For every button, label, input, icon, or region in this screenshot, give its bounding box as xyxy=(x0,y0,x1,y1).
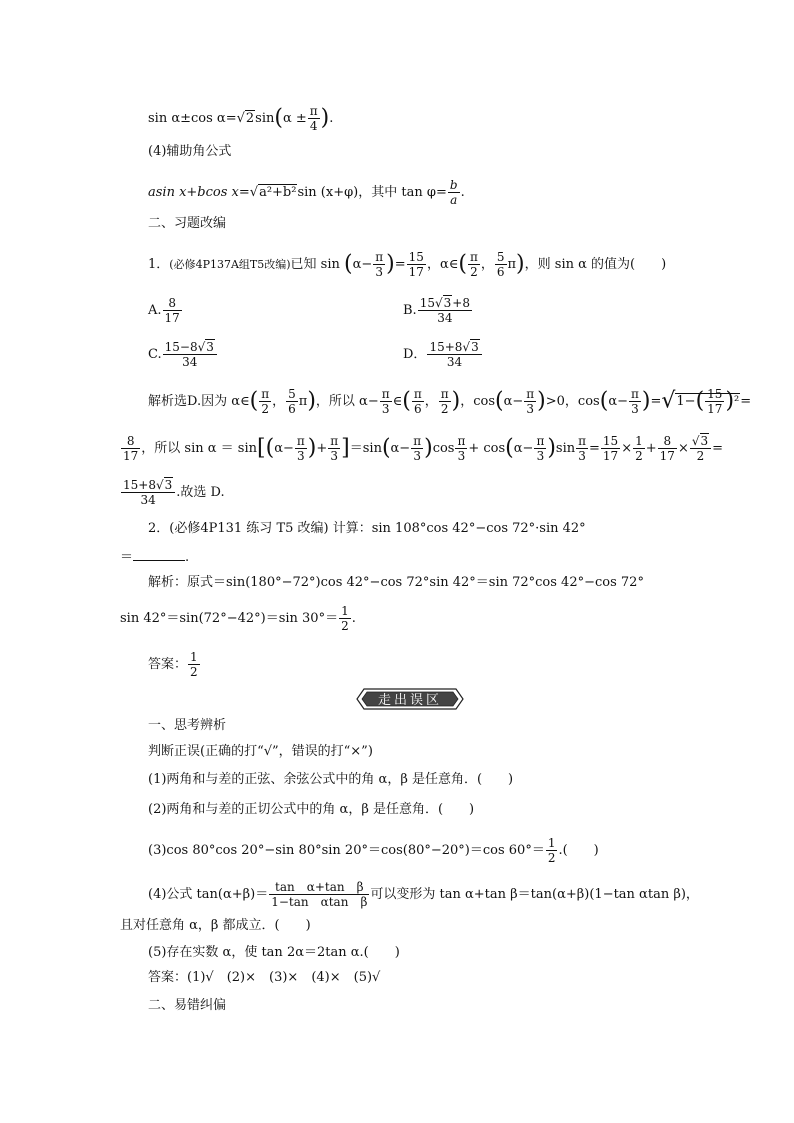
fraction: $\frac{15}{17}$ xyxy=(707,387,723,416)
option-c xyxy=(148,340,218,369)
problem-text: ，则 sin α 的值为( ) xyxy=(524,257,667,272)
fraction: $\frac{\pi}{4}$ xyxy=(309,104,318,133)
formula-text: . xyxy=(460,185,465,200)
paren: ( xyxy=(344,251,353,277)
sqrt-value: 2 xyxy=(245,111,255,126)
fraction: $\frac{15+8√3}{34}$ xyxy=(427,340,481,369)
solution-text: ＝sin xyxy=(349,441,382,456)
problem-2-blank-line xyxy=(120,548,189,566)
problem-text: ＝ xyxy=(120,550,134,565)
solution-line-3 xyxy=(120,478,225,507)
question-3 xyxy=(148,836,599,865)
paren: ( xyxy=(458,251,467,277)
solution-text: = xyxy=(589,441,600,456)
problem-text: 已知 sin xyxy=(290,257,345,272)
formula-aux xyxy=(148,178,465,207)
solution-text: >0，cos xyxy=(545,394,600,409)
fraction: $\frac{\pi}{3}$ xyxy=(381,387,390,416)
solution-text: cos xyxy=(432,441,455,456)
solution-text: ，所以 α− xyxy=(315,394,379,409)
fraction: $\frac{5}{6}$ xyxy=(288,387,296,416)
solution-text: .故选 D. xyxy=(176,485,225,500)
fraction: $\frac{\pi}{3}$ xyxy=(330,434,339,463)
option-label: A. xyxy=(148,303,162,318)
option-label: C. xyxy=(148,347,162,362)
formula-text: sin xyxy=(255,111,275,126)
fraction: $\frac{5}{6}$ xyxy=(496,250,505,279)
problem-2: 2．(必修4P131 练习 T5 改编) 计算：sin 108°cos 42°−cos 72°·sin 42° xyxy=(148,521,586,536)
solution-text: . xyxy=(351,611,356,626)
question-2: (2)两角和与差的正切公式中的角 α，β 是任意角．( ) xyxy=(148,802,475,817)
question-text: .( ) xyxy=(558,843,599,858)
fraction: $\frac{\pi}{3}$ xyxy=(457,434,466,463)
fraction: $\frac{\pi}{3}$ xyxy=(413,434,422,463)
fraction: $\frac{\pi}{3}$ xyxy=(296,434,305,463)
fraction: $\frac{8}{17}$ xyxy=(164,296,180,325)
fraction: $\frac{15√3+8}{34}$ xyxy=(419,296,470,325)
solution-text: ，所以 sin α ＝ sin xyxy=(141,441,257,456)
option-d xyxy=(403,340,483,369)
paren: ) xyxy=(320,105,330,131)
problem-1: 1．(必修4P137A组T5改编)已知 sin (α− $\frac{\pi}{3}$ )= $\frac{15}{17}$ ，α∈( $\frac{\pi}{2}$ ， $\frac{5}{6}$ π)，则 sin α 的值为( ) xyxy=(148,250,667,279)
solution-text: = xyxy=(740,394,752,409)
formula-sum-diff xyxy=(148,104,333,133)
fraction: $\frac{\pi}{3}$ xyxy=(375,250,384,279)
question-text: 可以变形为 tan α+tan β＝tan(α+β)(1−tan αtan β)， xyxy=(370,887,699,902)
fraction: $\frac{8}{17}$ xyxy=(659,434,675,463)
fraction: $\frac{15-8√3}{34}$ xyxy=(163,340,217,369)
answers: 答案：(1)√ (2)× (3)× (4)× (5)√ xyxy=(148,970,381,985)
fraction: $\frac{1}{2}$ xyxy=(190,650,198,679)
fraction: $\frac{\pi}{2}$ xyxy=(469,250,478,279)
formula-text: α ± xyxy=(282,111,307,126)
solution-line-2: $\frac{8}{17}$ ，所以 sin α ＝ sin[(α− $\frac{\pi}{3}$ )+ $\frac{\pi}{3}$ ]＝sin(α− $\frac{\pi}{3}$ )cos $\frac{\pi}{3}$ + cos(α− $\frac{\pi}{3}$ )sin $\frac{\pi}{3}$ = $\frac{15}{17}$ × $\frac{1}{2}$ + $\frac{8}{17}$ × $\frac{√3}{2}$ = xyxy=(123,434,724,463)
problem-source: (必修4P137A组T5改编) xyxy=(169,258,291,271)
solution-text: sin 42°＝sin(72°−42°)＝sin 30°＝ xyxy=(120,611,339,626)
option-label: B. xyxy=(403,303,417,318)
problem-2-answer xyxy=(148,650,201,679)
formula-text: . xyxy=(329,111,334,126)
solution-line-1: 解析选D.因为 α∈( $\frac{\pi}{2}$ ， $\frac{5}{6}$ π)，所以 α− $\frac{\pi}{3}$ ∈( $\frac{\pi}{6}$ ， $\frac{\pi}{2}$ )，cos(α− $\frac{\pi}{3}$ )>0，cos(α− $\frac{\pi}{3}$ )=√1−( $\frac{15}{17}$ )²= xyxy=(148,387,752,416)
question-text: (4)公式 tan(α+β)＝ xyxy=(148,887,269,902)
paren: ( xyxy=(274,105,283,131)
option-b xyxy=(403,296,473,325)
solution-text: = xyxy=(650,394,662,409)
section-title: 二、习题改编 xyxy=(148,216,227,231)
fraction: $\frac{15}{17}$ xyxy=(408,250,424,279)
problem-number: 1． xyxy=(148,257,170,272)
fraction: $\frac{8}{17}$ xyxy=(123,434,139,463)
section-b-title: 二、易错纠偏 xyxy=(148,998,227,1013)
problem-text: α− xyxy=(352,257,373,272)
formula-text: sin (x+φ)，其中 tan φ= xyxy=(297,185,447,200)
fraction: $\frac{√3}{2}$ xyxy=(690,434,711,463)
problem-text: . xyxy=(185,550,190,565)
solution-text: ，cos xyxy=(460,394,496,409)
fraction: $\frac{\pi}{3}$ xyxy=(536,434,545,463)
option-a xyxy=(148,296,183,325)
fraction: $\frac{\pi}{6}$ xyxy=(413,387,422,416)
fraction: $\frac{1}{2}$ xyxy=(341,604,349,633)
answer-label: 答案： xyxy=(148,657,188,672)
solution-text: 解析选D.因为 α∈ xyxy=(148,394,250,409)
section-banner xyxy=(356,688,464,710)
fraction: $\frac{\pi}{3}$ xyxy=(630,387,639,416)
problem-2-solution-2 xyxy=(120,604,356,633)
sqrt-sign: √ xyxy=(236,111,245,126)
sqrt-value: a²+b² xyxy=(259,185,297,200)
question-4 xyxy=(148,880,699,909)
fraction: $\frac{b}{a}$ xyxy=(449,178,458,207)
solution-text: ∈ xyxy=(392,394,403,409)
banner-frame xyxy=(356,688,464,710)
solution-text: + cos xyxy=(468,441,506,456)
fraction: $\frac{\text{tan α+tan β}}{\text{1−tan αtan β}}$ xyxy=(271,880,368,909)
fraction: $\frac{1}{2}$ xyxy=(547,836,556,865)
problem-text: π xyxy=(507,257,517,272)
question-5: (5)存在实数 α，使 tan 2α＝2tan α.( ) xyxy=(148,945,400,960)
instruction: 判断正误(正确的打“√”，错误的打“×”) xyxy=(148,744,373,759)
formula-text: asin x+bcos x= xyxy=(148,185,250,200)
paren: ) xyxy=(516,251,525,277)
fraction: $\frac{15}{17}$ xyxy=(602,434,619,463)
fraction: $\frac{15+8√3}{34}$ xyxy=(121,478,175,507)
aux-title: (4)辅助角公式 xyxy=(148,144,232,159)
question-text: (3)cos 80°cos 20°−sin 80°sin 20°＝cos(80°−20°)＝cos 60°＝ xyxy=(148,843,545,858)
sqrt-sign: √ xyxy=(249,185,259,200)
problem-2-solution-1: 解析：原式＝sin(180°−72°)cos 42°−cos 72°sin 42°＝sin 72°cos 42°−cos 72° xyxy=(148,575,644,590)
solution-text: sin xyxy=(555,441,576,456)
fraction: $\frac{\pi}{2}$ xyxy=(440,387,449,416)
answer-blank xyxy=(133,548,185,561)
fraction: $\frac{\pi}{3}$ xyxy=(526,387,535,416)
formula-text: sin α±cos α= xyxy=(148,111,237,126)
banner-text: 走出误区 xyxy=(377,693,443,708)
option-label: D． xyxy=(403,347,427,362)
problem-text: = xyxy=(394,257,406,272)
fraction: $\frac{\pi}{2}$ xyxy=(261,387,270,416)
section-a-title: 一、思考辨析 xyxy=(148,718,227,733)
question-1: (1)两角和与差的正弦、余弦公式中的角 α，β 是任意角．( ) xyxy=(148,772,514,787)
fraction: $\frac{\pi}{3}$ xyxy=(578,434,587,463)
fraction: $\frac{1}{2}$ xyxy=(635,434,643,463)
problem-text: ，α∈ xyxy=(426,257,459,272)
paren: ) xyxy=(386,251,395,277)
question-4-cont: 且对任意角 α，β 都成立．( ) xyxy=(120,918,311,933)
solution-text: = xyxy=(712,441,724,456)
